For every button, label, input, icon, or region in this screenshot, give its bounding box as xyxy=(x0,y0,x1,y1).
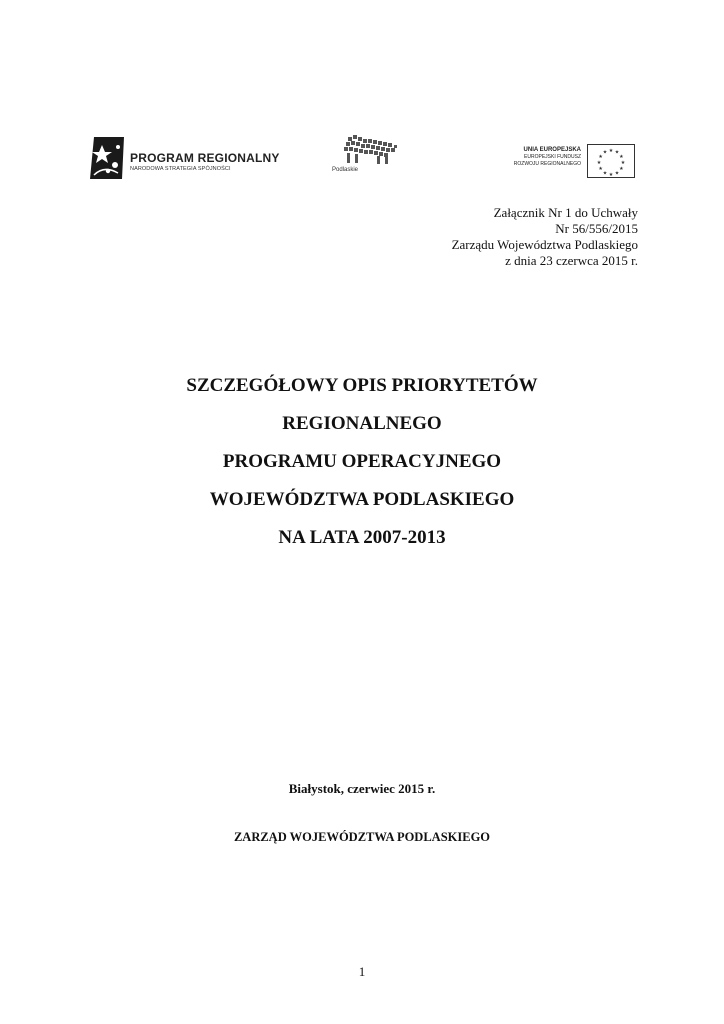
eu-logo xyxy=(505,144,635,180)
bison-icon xyxy=(342,133,402,169)
eu-line-3: ROZWOJU REGIONALNEGO xyxy=(513,161,581,167)
svg-text:★: ★ xyxy=(598,166,603,172)
svg-text:★: ★ xyxy=(619,166,624,172)
eu-line-2: EUROPEJSKI FUNDUSZ xyxy=(524,154,581,160)
program-regionalny-logo xyxy=(88,135,288,185)
svg-text:★: ★ xyxy=(608,148,614,154)
svg-text:★: ★ xyxy=(602,149,608,156)
podlaskie-logo xyxy=(326,133,406,185)
document-title xyxy=(0,367,724,557)
svg-text:★: ★ xyxy=(598,154,603,160)
program-regionalny-title: PROGRAM REGIONALNY xyxy=(130,151,280,165)
annex-line-3: Zarządu Województwa Podlaskiego xyxy=(451,237,638,252)
annex-line-1: Załącznik Nr 1 do Uchwały xyxy=(493,205,638,220)
place-date: Białystok, czerwiec 2015 r. xyxy=(288,781,436,796)
podlaskie-label: Podlaskie xyxy=(332,167,359,173)
svg-text:★: ★ xyxy=(596,160,602,166)
annex-line-4: z dnia 23 czerwca 2015 r. xyxy=(505,253,638,268)
title-line-5: NA LATA 2007-2013 xyxy=(278,527,446,548)
title-line-1: SZCZEGÓŁOWY OPIS PRIORYTETÓW xyxy=(186,375,538,396)
page-number: 1 xyxy=(358,964,366,979)
program-regionalny-subtitle: NARODOWA STRATEGIA SPÓJNOŚCI xyxy=(130,166,231,172)
annex-line-2: Nr 56/556/2015 xyxy=(555,221,638,236)
svg-text:★: ★ xyxy=(614,170,620,177)
svg-text:★: ★ xyxy=(608,172,614,178)
title-line-3: PROGRAMU OPERACYJNEGO xyxy=(222,451,502,472)
eu-line-1: UNIA EUROPEJSKA xyxy=(523,147,581,153)
svg-text:★: ★ xyxy=(619,154,624,160)
svg-text:★: ★ xyxy=(602,170,608,177)
program-regionalny-emblem-icon xyxy=(88,135,128,181)
eu-flag-icon xyxy=(587,144,635,178)
svg-text:★: ★ xyxy=(614,149,620,156)
svg-text:★: ★ xyxy=(620,160,626,166)
issuer: ZARZĄD WOJEWÓDZTWA PODLASKIEGO xyxy=(233,830,491,844)
annex-note xyxy=(452,205,638,269)
title-line-2: REGIONALNEGO xyxy=(282,413,442,434)
title-line-4: WOJEWÓDZTWA PODLASKIEGO xyxy=(209,489,515,510)
